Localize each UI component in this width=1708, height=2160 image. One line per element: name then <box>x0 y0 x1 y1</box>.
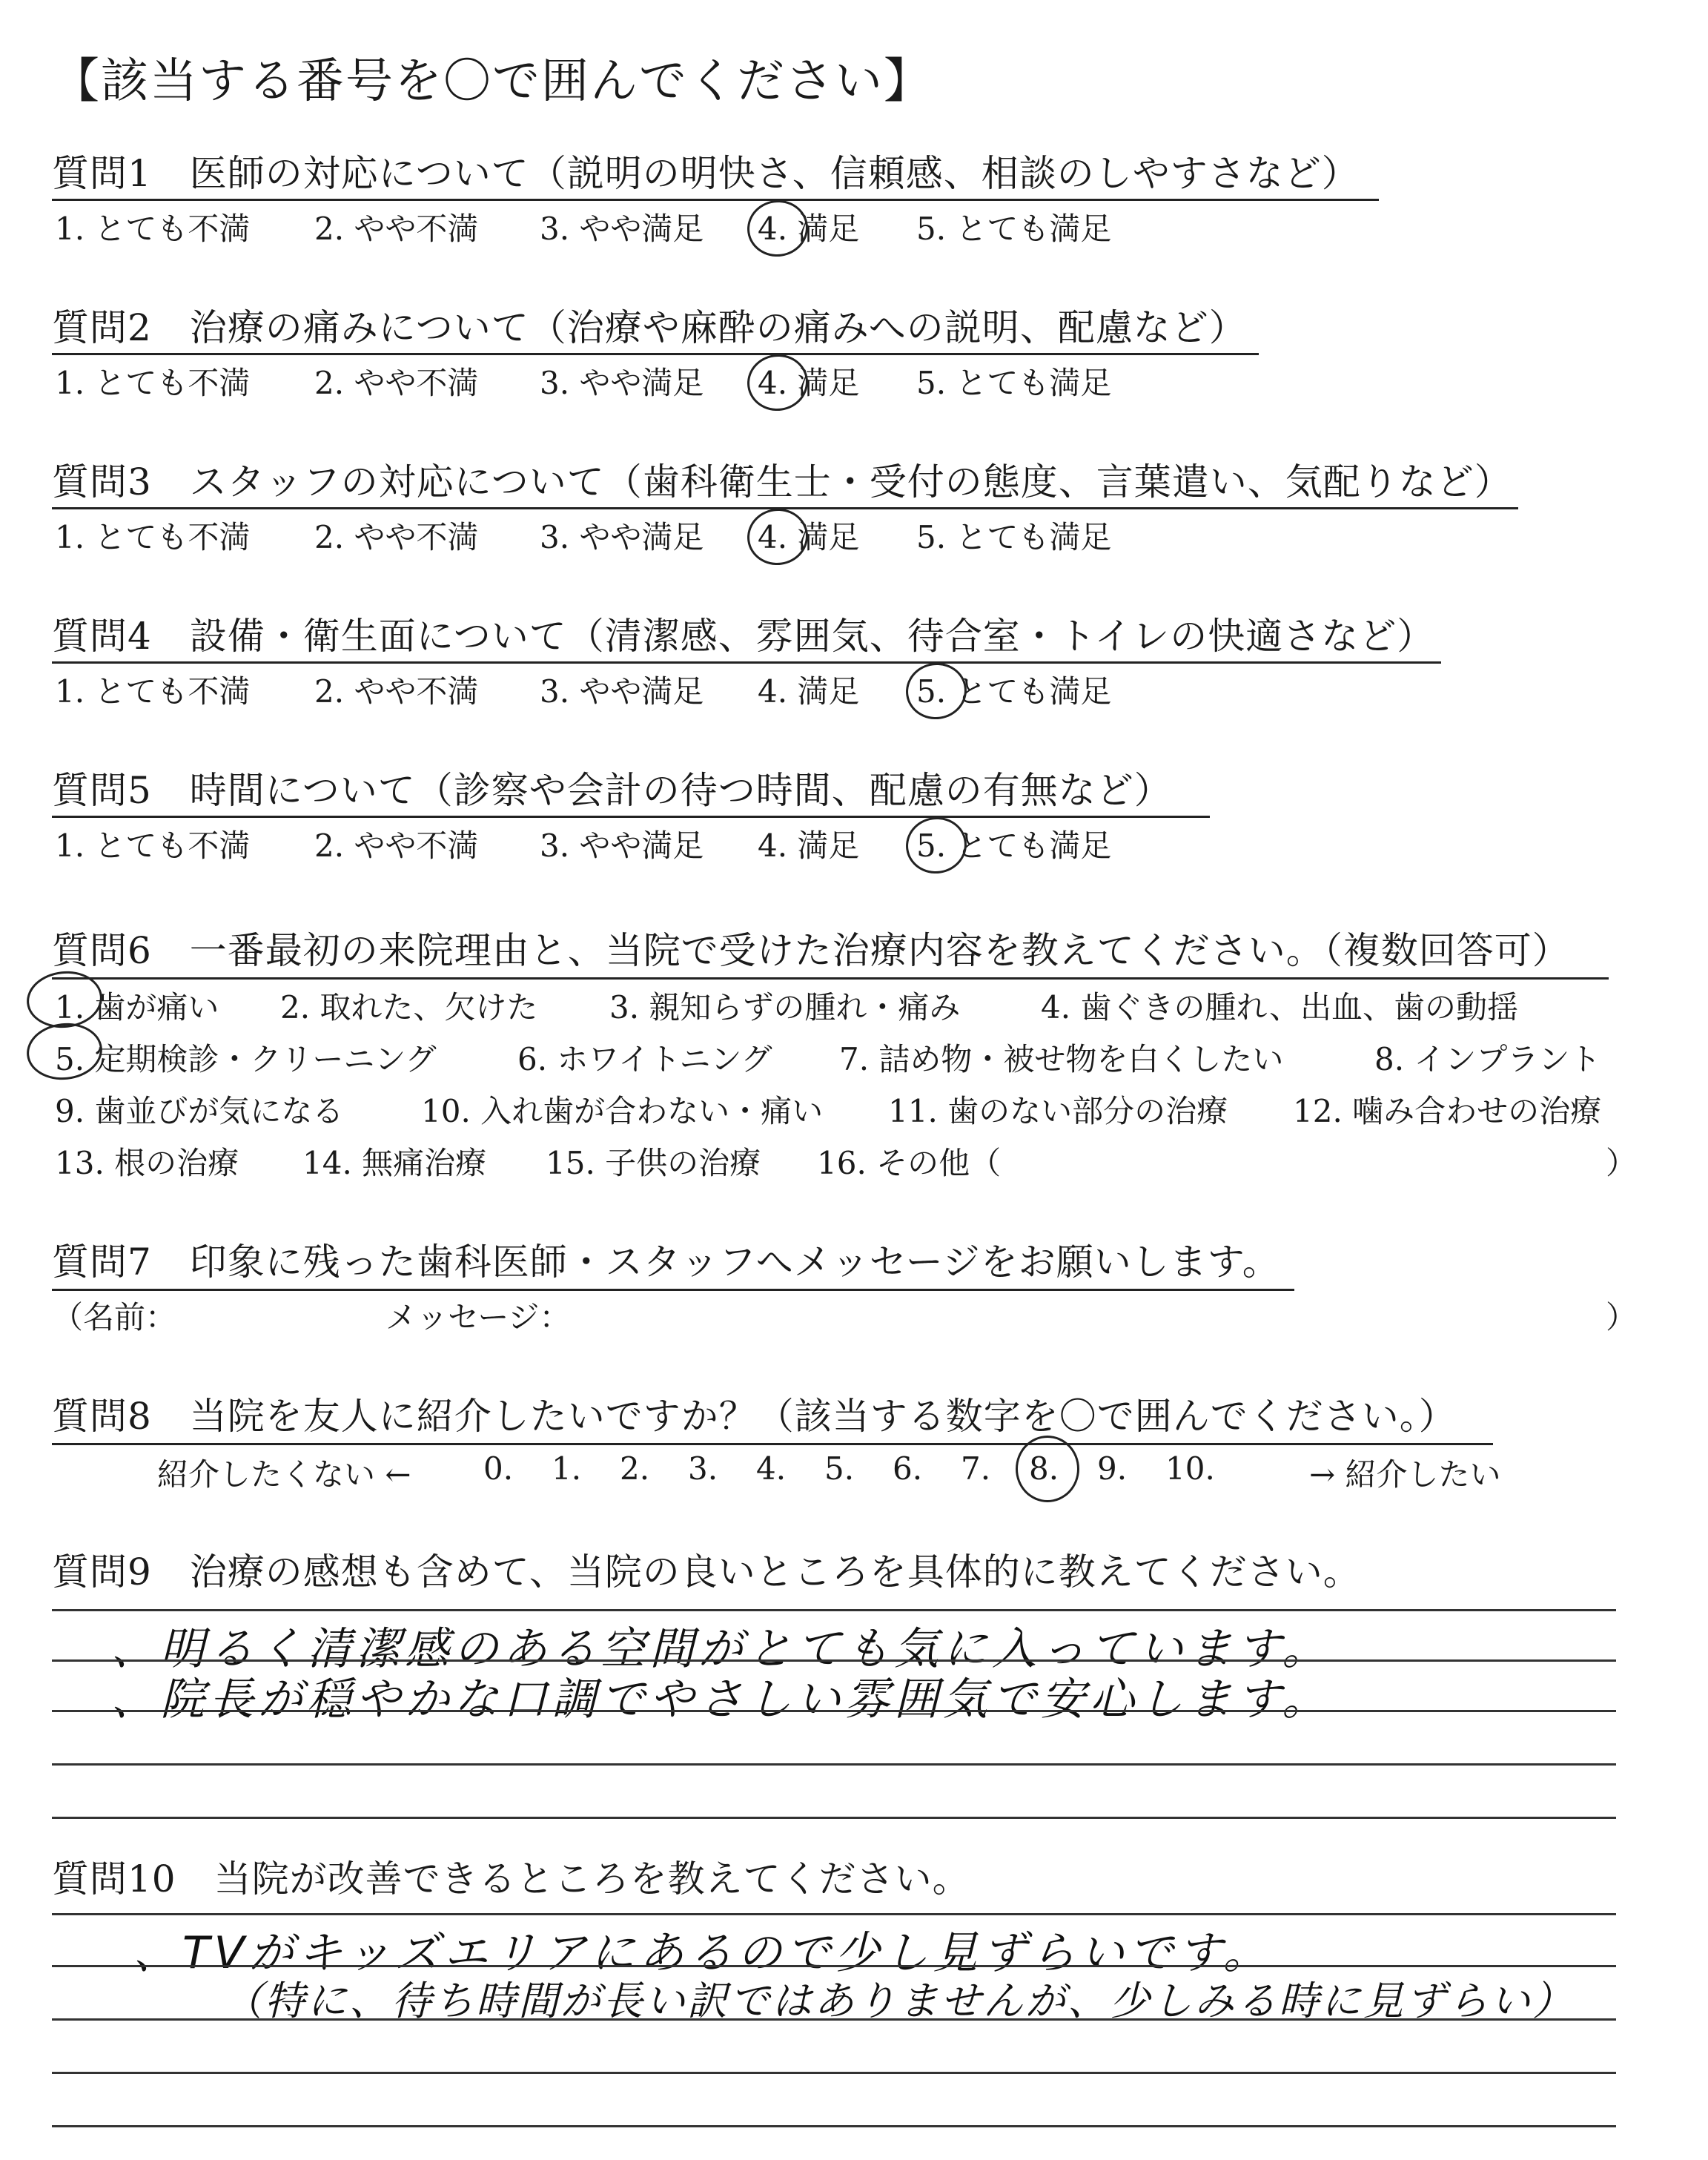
q8-number-1[interactable]: 1. <box>552 1450 582 1487</box>
q3-option-2[interactable]: 2. やや不満 <box>314 519 479 555</box>
q8-number-4[interactable]: 4. <box>756 1450 787 1487</box>
q8-right-label: → 紹介したい <box>1309 1456 1501 1493</box>
q6-option-1[interactable]: 1. 歯が痛い <box>55 989 219 1025</box>
q7-message-label: メッセージ： <box>385 1299 571 1335</box>
q10-ruled-line-5 <box>52 2125 1616 2127</box>
q6-option-11[interactable]: 11. 歯のない部分の治療 <box>888 1093 1228 1129</box>
q1-option-4[interactable]: 4. 満足 <box>758 211 860 247</box>
q8-title-underline <box>52 1443 1493 1445</box>
q6-title: 質問6 一番最初の来院理由と、当院で受けた治療内容を教えてください。（複数回答可） <box>52 929 1570 972</box>
q3-option-5[interactable]: 5. とても満足 <box>916 519 1112 555</box>
q2-option-4[interactable]: 4. 満足 <box>758 365 860 401</box>
q8-title: 質問8 当院を友人に紹介したいですか？（該当する数字を〇で囲んでください。） <box>52 1395 1457 1438</box>
q3-option-3[interactable]: 3. やや満足 <box>540 519 704 555</box>
q6-option-5[interactable]: 5. 定期検診・クリーニング <box>55 1041 437 1077</box>
q8-left-label: 紹介したくない ← <box>157 1456 411 1493</box>
q6-option-10[interactable]: 10. 入れ歯が合わない・痛い <box>421 1093 824 1129</box>
q6-option-6[interactable]: 6. ホワイトニング <box>517 1041 772 1077</box>
q6-option-8[interactable]: 8. インプラント <box>1374 1041 1601 1077</box>
q4-title-underline <box>52 661 1441 664</box>
q8-number-2[interactable]: 2. <box>620 1450 650 1487</box>
q7-name-label: （名前： <box>52 1299 177 1335</box>
q2-option-1[interactable]: 1. とても不満 <box>55 365 251 401</box>
q2-option-2[interactable]: 2. やや不満 <box>314 365 479 401</box>
q5-option-2[interactable]: 2. やや不満 <box>314 828 479 864</box>
q9-ruled-line-3 <box>52 1710 1616 1712</box>
q10-title: 質問10 当院が改善できるところを教えてください。 <box>52 1857 970 1900</box>
q7-title-underline <box>52 1289 1294 1291</box>
q6-option-9[interactable]: 9. 歯並びが気になる <box>55 1093 344 1129</box>
q6-option-15[interactable]: 15. 子供の治療 <box>546 1145 761 1181</box>
q9-ruled-line-1 <box>52 1609 1616 1611</box>
q8-number-8[interactable]: 8. <box>1029 1450 1059 1487</box>
q4-option-5[interactable]: 5. とても満足 <box>916 673 1112 710</box>
q7-title: 質問7 印象に残った歯科医師・スタッフへメッセージをお願いします。 <box>52 1241 1280 1284</box>
q9-title: 質問9 治療の感想も含めて、当院の良いところを具体的に教えてください。 <box>52 1550 1361 1593</box>
q8-number-7[interactable]: 7. <box>961 1450 991 1487</box>
q2-option-3[interactable]: 3. やや満足 <box>540 365 704 401</box>
q4-option-3[interactable]: 3. やや満足 <box>540 673 704 710</box>
q10-ruled-line-4 <box>52 2072 1616 2074</box>
q8-selection-circle <box>1016 1436 1079 1502</box>
q6-other-close-paren: ） <box>1606 1145 1638 1181</box>
q1-option-5[interactable]: 5. とても満足 <box>916 211 1112 247</box>
q5-option-5[interactable]: 5. とても満足 <box>916 828 1112 864</box>
q5-title: 質問5 時間について（診察や会計の待つ時間、配慮の有無など） <box>52 769 1172 812</box>
q5-option-3[interactable]: 3. やや満足 <box>540 828 704 864</box>
q1-title: 質問1 医師の対応について（説明の明快さ、信頼感、相談のしやすさなど） <box>52 152 1360 195</box>
q6-option-12[interactable]: 12. 噛み合わせの治療 <box>1293 1093 1602 1129</box>
q9-ruled-line-5 <box>52 1817 1616 1819</box>
q4-title: 質問4 設備・衛生面について（清潔感、雰囲気、待合室・トイレの快適さなど） <box>52 615 1435 658</box>
q5-option-4[interactable]: 4. 満足 <box>758 828 860 864</box>
q1-option-2[interactable]: 2. やや不満 <box>314 211 479 247</box>
q7-close-paren: ） <box>1606 1299 1638 1335</box>
q3-option-4[interactable]: 4. 満足 <box>758 519 860 555</box>
q9-answer-line-1: 、明るく清潔感のある空間がとても気に入っています。 <box>111 1623 1331 1675</box>
q5-title-underline <box>52 816 1210 818</box>
q10-ruled-line-1 <box>52 1913 1616 1915</box>
q6-option-16[interactable]: 16. その他（ <box>817 1145 1002 1181</box>
q8-number-5[interactable]: 5. <box>824 1450 855 1487</box>
q10-answer-line-2: （特に、待ち時間が長い訳ではありませんが、少しみる時に見ずらい） <box>222 1978 1575 2024</box>
q5-option-1[interactable]: 1. とても不満 <box>55 828 251 864</box>
q6-option-4[interactable]: 4. 歯ぐきの腫れ、出血、歯の動揺 <box>1041 989 1518 1025</box>
q1-option-3[interactable]: 3. やや満足 <box>540 211 704 247</box>
q4-option-1[interactable]: 1. とても不満 <box>55 673 251 710</box>
q8-number-3[interactable]: 3. <box>688 1450 718 1487</box>
q2-title: 質問2 治療の痛みについて（治療や麻酔の痛みへの説明、配慮など） <box>52 306 1247 349</box>
q8-number-0[interactable]: 0. <box>483 1450 514 1487</box>
q6-option-13[interactable]: 13. 根の治療 <box>55 1145 239 1181</box>
q6-option-7[interactable]: 7. 詰め物・被せ物を白くしたい <box>839 1041 1284 1077</box>
q1-option-1[interactable]: 1. とても不満 <box>55 211 251 247</box>
q3-title: 質問3 スタッフの対応について（歯科衛生士・受付の態度、言葉遣い、気配りなど） <box>52 460 1512 503</box>
q2-title-underline <box>52 353 1259 355</box>
q9-answer-line-2: 、院長が穏やかな口調でやさしい雰囲気で安心します。 <box>111 1674 1331 1725</box>
q3-option-1[interactable]: 1. とても不満 <box>55 519 251 555</box>
q4-option-2[interactable]: 2. やや不満 <box>314 673 479 710</box>
q1-title-underline <box>52 199 1379 201</box>
q10-ruled-line-2 <box>52 1965 1616 1967</box>
q6-option-14[interactable]: 14. 無痛治療 <box>302 1145 487 1181</box>
q2-option-5[interactable]: 5. とても満足 <box>916 365 1112 401</box>
q9-ruled-line-2 <box>52 1659 1616 1662</box>
q8-number-6[interactable]: 6. <box>893 1450 923 1487</box>
form-title: 【該当する番号を〇で囲んでください】 <box>52 54 933 109</box>
q4-option-4[interactable]: 4. 満足 <box>758 673 860 710</box>
q6-title-underline <box>52 977 1609 980</box>
q6-option-3[interactable]: 3. 親知らずの腫れ・痛み <box>609 989 961 1025</box>
q9-ruled-line-4 <box>52 1763 1616 1766</box>
q8-number-10[interactable]: 10. <box>1165 1450 1215 1487</box>
q10-ruled-line-3 <box>52 2018 1616 2021</box>
q10-answer-line-1: 、TVがキッズエリアにあるので少し見ずらいです。 <box>133 1927 1272 1979</box>
q6-option-2[interactable]: 2. 取れた、欠けた <box>280 989 538 1025</box>
q8-number-9[interactable]: 9. <box>1097 1450 1128 1487</box>
